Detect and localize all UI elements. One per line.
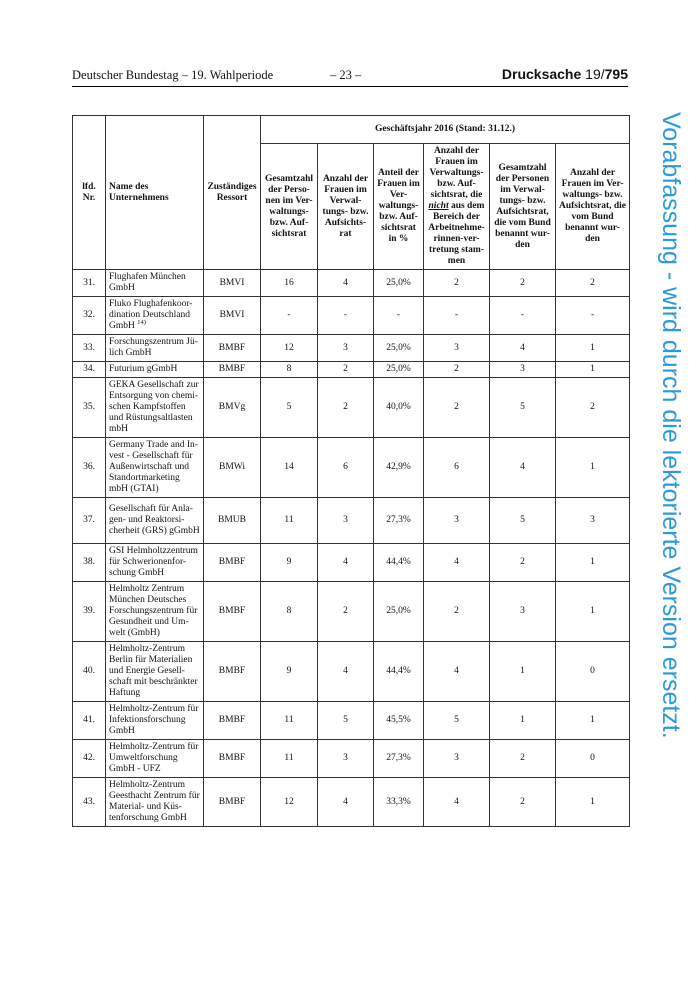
women-share [374,378,424,438]
women-non-employee-text: 2 [454,402,459,412]
federal-appointees-text: 2 [520,277,525,288]
federal-women-appointees-text: 1 [590,342,595,353]
row-number-text: 41. [83,715,95,725]
federal-appointees [490,378,556,438]
federal-appointees [490,297,556,335]
women-share-text: 44,4% [386,666,411,676]
total-members [261,438,318,498]
women-count-text: 5 [343,715,348,725]
women-count [318,498,374,544]
federal-appointees-text: 2 [520,796,525,807]
header-federal-women-appointees: Anzahl der Frauen im Ver-waltungs- bzw. Aufsichtsrat, die vom Bund benannt wur-den [556,144,630,270]
federal-women-appointees [556,702,630,740]
women-non-employee [424,582,490,642]
women-share-text: 27,3% [386,753,411,763]
header-fiscal-year: Geschäftsjahr 2016 (Stand: 31.12.) [261,116,630,144]
company-name-text: GSI Helmholtzzentrum für Schwerionenfor-schung GmbH [109,546,198,578]
company-name [106,270,204,297]
ressort-text: BMWi [218,462,245,472]
document-number [502,66,628,82]
row-number [73,438,106,498]
header-total-members: Gesamtzahl der Perso-nen im Ver-waltungs- bzw. Auf-sichtsrat [261,144,318,270]
women-count-text: 3 [343,515,348,525]
board-composition-table [72,115,630,827]
women-share-text: 44,4% [386,557,411,567]
company-name [106,438,204,498]
women-count-text: 6 [343,462,348,472]
row-number [73,270,106,297]
row-number [73,335,106,362]
women-non-employee-text: 3 [454,753,459,763]
women-count-text: 4 [343,796,348,807]
header-women-non-employee-a: Anzahl der Frauen im Verwaltungs- bzw. Auf-sichtsrat, die [429,146,484,200]
header-women-count: Anzahl der Frauen im Verwal-tungs- bzw. Aufsichts-rat [318,144,374,270]
women-count-text: 4 [343,277,348,288]
women-non-employee [424,270,490,297]
women-share [374,740,424,778]
federal-appointees [490,544,556,582]
federal-women-appointees [556,362,630,378]
total-members-text: 16 [284,277,294,288]
women-share [374,270,424,297]
federal-women-appointees-text: 1 [590,557,595,567]
women-non-employee-text: 4 [454,796,459,807]
women-non-employee-text: 6 [454,462,459,472]
women-count-text: - [343,310,348,320]
total-members [261,362,318,378]
ressort-text: BMVI [219,310,245,320]
company-name-text: Fluko Flughafenkoor-dination Deutschland GmbH [109,299,193,331]
total-members [261,335,318,362]
row-number [73,297,106,335]
federal-women-appointees [556,378,630,438]
women-non-employee [424,438,490,498]
federal-appointees [490,270,556,297]
row-number [73,778,106,827]
document-number-prefix: 19/ [585,66,605,82]
federal-women-appointees [556,642,630,702]
federal-appointees [490,582,556,642]
women-non-employee [424,778,490,827]
total-members [261,297,318,335]
total-members [261,378,318,438]
federal-women-appointees [556,778,630,827]
women-count-text: 4 [343,557,348,567]
total-members-text: 11 [284,753,294,763]
federal-women-appointees [556,740,630,778]
women-non-employee-text: 3 [454,515,459,525]
header-lfd-nr: lfd. Nr. [73,116,106,270]
row-number-text: 35. [83,402,95,412]
ressort-text: BMBF [218,342,246,353]
company-name-text: GEKA Gesellschaft zur Entsorgung von chemi-schen Kampfstoffen und Rüstungsaltlasten mbH [109,380,199,434]
women-non-employee [424,544,490,582]
women-share-text: - [396,310,401,320]
federal-appointees-text: 5 [520,515,525,525]
federal-appointees [490,702,556,740]
company-name [106,582,204,642]
women-count [318,335,374,362]
federal-appointees-text: 5 [520,402,525,412]
header-women-non-employee [424,144,490,270]
women-count-text: 3 [343,342,348,353]
row-number [73,582,106,642]
women-share [374,498,424,544]
women-share [374,335,424,362]
ressort-text: BMBF [218,666,246,676]
row-number [73,642,106,702]
company-name [106,297,204,335]
women-share-text: 40,0% [386,402,411,412]
women-share-text: 25,0% [386,606,411,616]
row-number-text: 31. [83,277,95,288]
federal-women-appointees-text: 1 [590,364,595,374]
women-non-employee [424,297,490,335]
women-count [318,297,374,335]
ressort-text: BMBF [218,715,246,725]
women-non-employee [424,498,490,544]
total-members-text: 11 [284,515,294,525]
row-number [73,740,106,778]
women-count [318,362,374,378]
ressort [204,582,261,642]
federal-appointees [490,642,556,702]
total-members-text: 8 [286,606,292,616]
watermark-text: Vorabfassung - wird durch die lektorierte Version ersetzt. [657,112,685,739]
women-non-employee [424,335,490,362]
federal-women-appointees [556,544,630,582]
company-name [106,740,204,778]
company-name-text: Forschungszentrum Jü-lich GmbH [109,337,198,358]
women-count-text: 3 [343,753,348,763]
total-members [261,642,318,702]
federal-appointees-text: 4 [520,342,525,353]
header-women-share: Anteil der Frauen im Ver-waltungs- bzw. Auf-sichtsrat in % [374,144,424,270]
ressort [204,438,261,498]
women-count [318,740,374,778]
federal-women-appointees [556,582,630,642]
federal-women-appointees-text: 1 [590,606,595,616]
women-non-employee-text: 2 [454,364,459,374]
company-name [106,642,204,702]
women-non-employee-text: 2 [454,277,459,288]
ressort [204,740,261,778]
federal-appointees-text: 4 [520,462,525,472]
row-number-text: 33. [83,342,95,353]
total-members-text: 14 [284,462,294,472]
ressort [204,297,261,335]
company-name [106,335,204,362]
women-non-employee-text: 2 [454,606,459,616]
company-name-text: Helmholtz-Zentrum Berlin für Materialien und Energie Gesell-schaft mit beschränkter Haftung [109,644,198,698]
ressort-text: BMUB [218,515,246,525]
ressort [204,778,261,827]
table-row [73,544,630,582]
federal-appointees-text: 3 [520,364,525,374]
women-share-text: 25,0% [386,342,411,353]
company-name [106,378,204,438]
women-non-employee [424,378,490,438]
document-number-suffix: 795 [604,66,628,82]
women-count [318,778,374,827]
table-row [73,498,630,544]
federal-appointees-text: - [520,310,525,320]
table-row [73,270,630,297]
page-number: – 23 – [330,68,362,82]
federal-women-appointees-text: 0 [590,666,595,676]
federal-appointees-text: 1 [520,715,525,725]
header-company-name: Name des Unternehmens [106,116,204,270]
federal-women-appointees-text: 0 [590,753,595,763]
ressort [204,544,261,582]
women-count [318,378,374,438]
header-parliament: Deutscher Bundestag – 19. Wahlperiode [72,68,274,82]
table-row [73,778,630,827]
women-non-employee [424,362,490,378]
total-members-text: 5 [286,402,292,412]
row-number-text: 34. [83,364,95,374]
women-share [374,582,424,642]
ressort [204,498,261,544]
row-number-text: 42. [83,753,95,763]
women-count [318,642,374,702]
total-members-text: 9 [286,666,292,676]
women-count [318,544,374,582]
total-members-text: 9 [286,557,292,567]
women-non-employee [424,702,490,740]
row-number-text: 37. [83,515,95,525]
women-share [374,702,424,740]
page-header [72,68,628,86]
table-row [73,378,630,438]
ressort [204,702,261,740]
women-non-employee-text: 4 [454,557,459,567]
header-women-non-employee-b: aus dem Bereich der Arbeitnehme-rinnen-ver-tretung stam-men [428,201,485,266]
federal-appointees [490,740,556,778]
draft-watermark [656,112,686,912]
total-members [261,740,318,778]
ressort-text: BMBF [218,606,246,616]
total-members-text: 8 [286,364,292,374]
women-share [374,544,424,582]
header-women-non-employee-emphasis: nicht [428,201,449,211]
row-number-text: 39. [83,606,95,616]
ressort-text: BMBF [218,364,246,374]
women-non-employee-text: 5 [454,715,459,725]
ressort-text: BMVg [218,402,246,412]
total-members-text: 11 [284,715,294,725]
women-share-text: 25,0% [386,364,411,374]
row-number-text: 38. [83,557,95,567]
header-rule [72,86,628,87]
table-row [73,642,630,702]
table-row [73,702,630,740]
women-non-employee [424,642,490,702]
row-number-text: 32. [83,310,95,320]
row-number [73,702,106,740]
women-count [318,582,374,642]
women-non-employee-text: - [454,310,459,320]
women-non-employee-text: 3 [454,342,459,353]
women-count [318,438,374,498]
federal-appointees-text: 3 [520,606,525,616]
federal-women-appointees [556,270,630,297]
federal-appointees [490,498,556,544]
women-non-employee [424,740,490,778]
women-share [374,362,424,378]
women-share [374,778,424,827]
federal-appointees [490,778,556,827]
ressort [204,642,261,702]
row-number [73,498,106,544]
company-name-text: Helmholtz-Zentrum für Infektionsforschung GmbH [109,704,199,736]
federal-women-appointees-text: 1 [590,462,595,472]
ressort [204,362,261,378]
company-name [106,498,204,544]
women-share-text: 45,5% [386,715,411,725]
federal-women-appointees-text: 2 [590,402,595,412]
women-count-text: 2 [343,606,348,616]
company-name-text: Helmholtz-Zentrum für Umweltforschung GmbH - UFZ [109,742,199,774]
company-name-text: Helmholtz Zentrum München Deutsches Forschungszentrum für Gesundheit und Um-welt (GmbH) [109,584,198,638]
federal-women-appointees [556,498,630,544]
women-share-text: 25,0% [386,277,411,288]
federal-women-appointees [556,297,630,335]
ressort-text: BMBF [218,796,246,807]
total-members-text: 12 [284,342,294,353]
federal-women-appointees-text: 3 [590,515,595,525]
company-name-text: Helmholtz-Zentrum Geesthacht Zentrum für Material- und Küs-tenforschung GmbH [109,780,200,823]
federal-women-appointees-text: 1 [590,715,595,725]
federal-appointees-text: 2 [520,753,525,763]
women-non-employee-text: 4 [454,666,459,676]
federal-appointees [490,438,556,498]
total-members [261,498,318,544]
header-federal-appointees: Gesamtzahl der Personen im Verwal-tungs- bzw. Aufsichtsrat, die vom Bund benannt wur-den [490,144,556,270]
row-number [73,362,106,378]
women-share-text: 33,3% [386,796,411,807]
federal-women-appointees-text: 2 [590,277,595,288]
federal-women-appointees [556,438,630,498]
document-label: Drucksache [501,66,582,82]
total-members-text: - [287,310,291,320]
table-row [73,297,630,335]
ressort-text: BMBF [218,753,246,763]
table-row [73,335,630,362]
company-name [106,778,204,827]
company-name-text: Germany Trade and In-vest - Gesellschaft für Außenwirtschaft und Standortmarketing mbH (GTAI) [109,440,198,494]
row-number [73,544,106,582]
ressort [204,270,261,297]
ressort [204,378,261,438]
company-name [106,702,204,740]
company-name [106,362,204,378]
federal-appointees [490,362,556,378]
women-share [374,297,424,335]
federal-women-appointees-text: - [590,310,595,320]
company-name-text: Futurium gGmbH [109,364,178,374]
women-share-text: 42,9% [386,462,411,472]
federal-appointees-text: 2 [520,557,525,567]
header-ressort: Zuständiges Ressort [204,116,261,270]
table-row [73,438,630,498]
table-row [73,362,630,378]
federal-appointees [490,335,556,362]
company-name-text: Flughafen München GmbH [109,272,186,293]
total-members [261,702,318,740]
row-number-text: 36. [83,462,95,472]
total-members [261,582,318,642]
total-members-text: 12 [284,796,294,807]
total-members [261,270,318,297]
company-name-text: Gesellschaft für Anla-gen- und Reaktorsi-cherheit (GRS) gGmbH [109,504,200,536]
women-count-text: 2 [343,364,348,374]
women-share [374,642,424,702]
total-members [261,544,318,582]
row-number [73,378,106,438]
ressort [204,335,261,362]
company-name [106,544,204,582]
ressort-text: BMBF [218,557,246,567]
women-count-text: 2 [343,402,348,412]
table-row [73,740,630,778]
federal-women-appointees [556,335,630,362]
row-number-text: 40. [83,666,95,676]
women-share [374,438,424,498]
table-row [73,582,630,642]
footnote-marker: 14) [137,318,146,326]
federal-appointees-text: 1 [520,666,525,676]
women-share-text: 27,3% [386,515,411,525]
women-count-text: 4 [343,666,348,676]
ressort-text: BMVI [219,277,245,288]
total-members [261,778,318,827]
federal-women-appointees-text: 1 [590,796,595,807]
women-count [318,270,374,297]
row-number-text: 43. [83,796,95,807]
women-count [318,702,374,740]
